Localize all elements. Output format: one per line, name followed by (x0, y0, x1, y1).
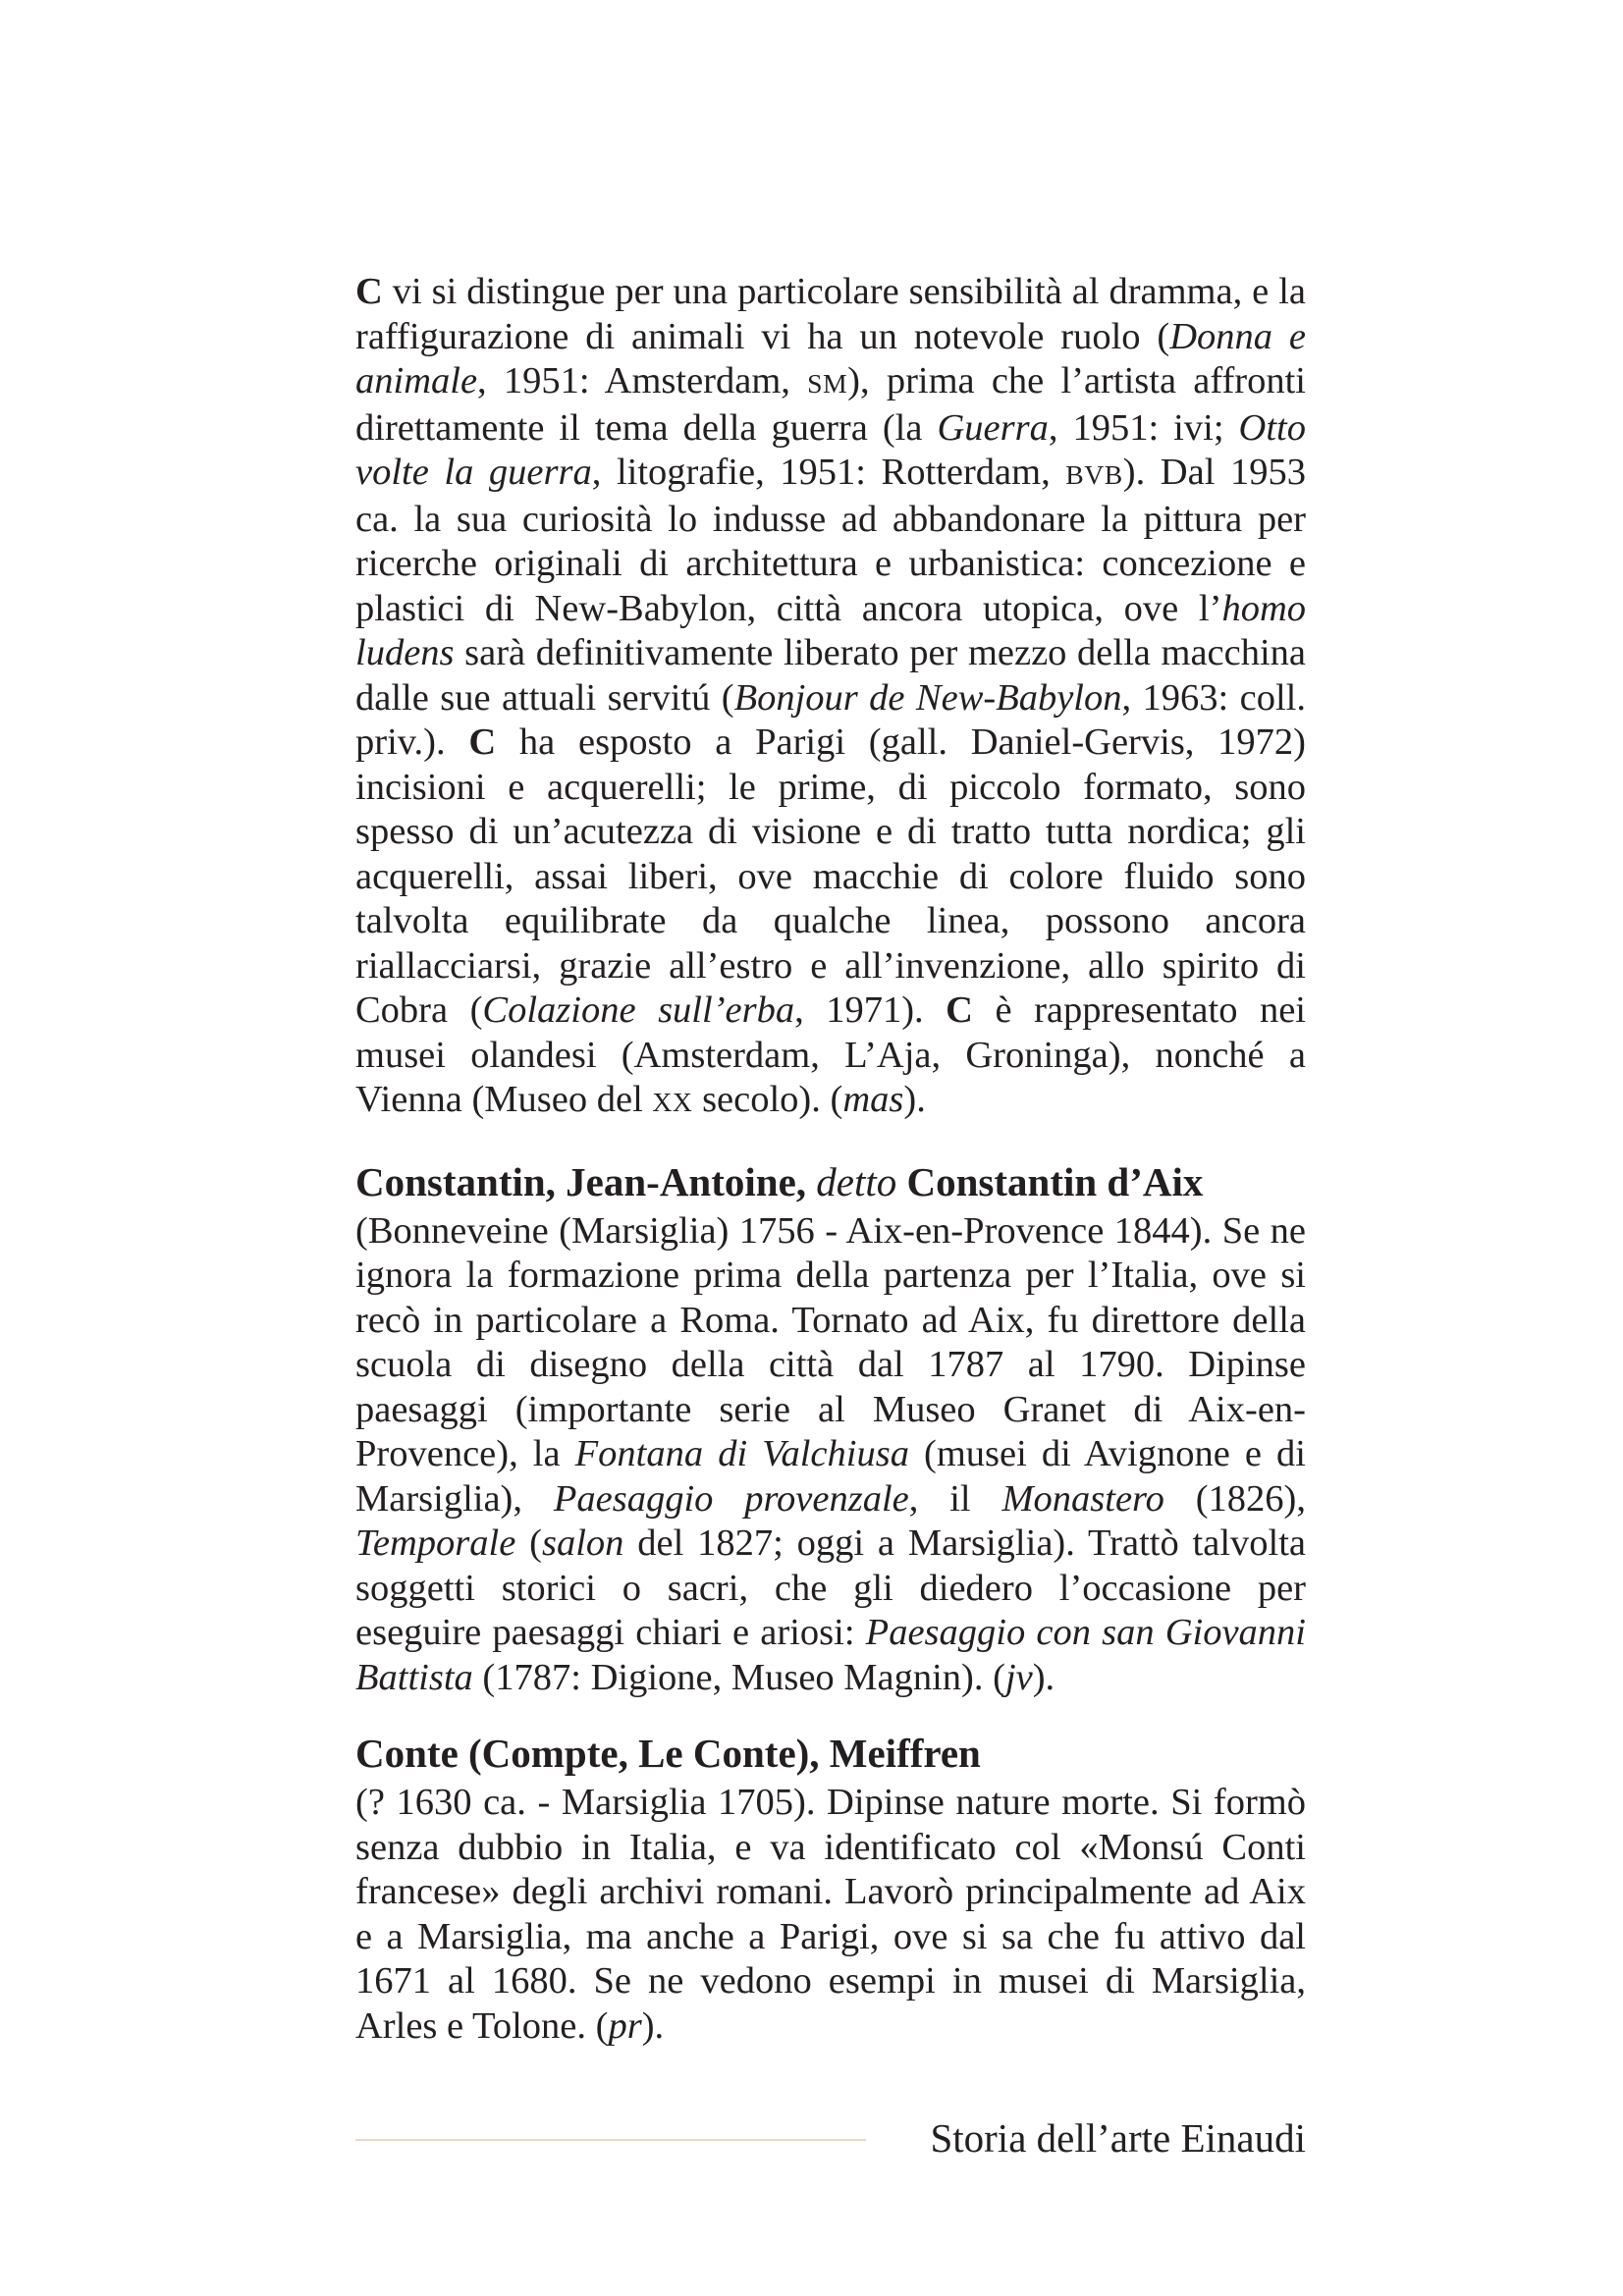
text-segment: , 1971). (794, 989, 947, 1031)
museum-abbreviation: SM (807, 368, 848, 399)
text-segment: (musei di Avignone e di Marsiglia), (355, 1433, 1307, 1520)
text-segment: (? 1630 ca. - Marsiglia 1705). Dipinse nature morte. Si formò senza dubbio in Italia, e va identificato col «Monsú Conti francese» degli archivi romani. Lavorò principalmente ad Aix e a Marsiglia, ma anche a Parigi, ove si sa che fu attivo dal 1671 al 1680. Se ne vedono esempi in musei di Marsiglia, Arles e Tolone. ( (355, 1782, 1306, 2047)
text-segment: (Bonneveine (Marsiglia) 1756 - Aix-en-Provence 1844). Se ne ignora la formazione prima della partenza per l’Italia, ove si recò in particolare a Roma. Tornato ad Aix, fu direttore della scuola di disegno della città dal 1787 al 1790. Dipinse paesaggi (importante serie al Museo Granet di Aix-en-Provence), la (355, 1209, 1306, 1474)
artwork-title: Guerra (937, 406, 1049, 449)
text-segment: ), prima che l’artista affronti direttamente il tema della guerra (la (355, 360, 1306, 449)
text-segment: del 1827; oggi a Marsiglia). Trattò talvolta soggetti storici o sacri, che gli diedero l’occasione per eseguire paesaggi chiari e ariosi: (355, 1522, 1307, 1653)
entry-continuation-paragraph (355, 270, 1306, 1125)
text-segment: ha esposto a Parigi (gall. Daniel-Gervis, 1972) incisioni e acquerelli; le prime, di piccolo formato, sono spesso di un’acutezza di visione e di tratto tutta nordica; gli acquerelli, assai liberi, ove macchie di colore fluido sono talvolta equilibrate da qualche linea, possono ancora riallacciarsi, grazie all’estro e all’invenzione, allo spirito di Cobra ( (355, 721, 1306, 1031)
text-segment: ). Dal 1953 ca. la sua curiosità lo indusse ad abbandonare la pittura per ricerche originali di architettura e urbanistica: concezione e plastici di New-Babylon, città ancora utopica, ove l’ (355, 452, 1306, 629)
text-segment: ). (641, 2004, 665, 2047)
footer-title: Storia dell’arte Einaudi (930, 2115, 1306, 2161)
entry-alias: Constantin d’Aix (906, 1158, 1204, 1204)
italic-term: salon (541, 1522, 624, 1564)
author-initials: mas (842, 1079, 904, 1120)
text-segment: ). (1032, 1656, 1055, 1698)
text-segment: è rappresentato nei musei olandesi (Amsterdam, L’Aja, Groninga), nonché a Vienna (Museo del (355, 989, 1306, 1120)
museum-abbreviation: BVB (1065, 459, 1123, 490)
entry-heading-conte: Conte (Compte, Le Conte), Meiffren (355, 1731, 981, 1776)
text-segment: , il (908, 1477, 1002, 1520)
entry-heading-constantin (355, 1158, 1306, 1205)
entry-connector: detto (816, 1158, 897, 1204)
entry-letter-c: C (355, 271, 383, 312)
text-segment: sarà definitivamente liberato per mezzo della macchina dalle sue attuali servitú ( (355, 632, 1306, 719)
century-numeral: XX (652, 1087, 693, 1117)
text-segment: vi si distingue per una particolare sensibilità al dramma, e la raffigurazione di animali vi ha un notevole ruolo ( (355, 271, 1306, 357)
text-segment: (1826), (1163, 1477, 1306, 1520)
text-segment: , 1963: coll. priv.). (355, 676, 1306, 763)
author-initials: pr (608, 2004, 642, 2047)
entry-name: Constantin, Jean-Antoine, (355, 1158, 807, 1204)
artwork-title: Bonjour de New-Babylon (733, 676, 1122, 719)
artwork-title: Paesaggio provenzale (553, 1477, 909, 1520)
entry-conte-paragraph (355, 1781, 1306, 2049)
text-segment: secolo). ( (692, 1079, 843, 1120)
artwork-title: Colazione sull’erba (482, 989, 795, 1031)
entry-letter-c: C (946, 989, 973, 1031)
artwork-title: Temporale (355, 1522, 516, 1564)
author-initials: jv (1004, 1656, 1033, 1698)
page-footer (355, 2110, 1306, 2169)
text-segment: , 1951: ivi; (1048, 406, 1239, 449)
artwork-title: Monastero (1001, 1477, 1164, 1520)
italic-term: homo ludens (355, 587, 1306, 673)
text-segment: , 1951: Amsterdam, (477, 360, 808, 401)
text-segment: (1787: Digione, Museo Magnin). ( (472, 1656, 1005, 1698)
page-body (355, 270, 1306, 2049)
text-segment: ). (903, 1079, 926, 1120)
artwork-title: Donna e animale (355, 315, 1306, 401)
artwork-title: Fontana di Valchiusa (574, 1433, 909, 1474)
text-segment: ( (515, 1522, 542, 1564)
entry-letter-c: C (468, 721, 497, 763)
footer-divider (355, 2139, 866, 2141)
artwork-title: Otto volte la guerra (355, 406, 1306, 493)
text-segment: , litografie, 1951: Rotterdam, (591, 452, 1066, 493)
entry-constantin-paragraph (355, 1209, 1306, 1701)
artwork-title: Paesaggio con san Giovanni Battista (355, 1612, 1307, 1698)
